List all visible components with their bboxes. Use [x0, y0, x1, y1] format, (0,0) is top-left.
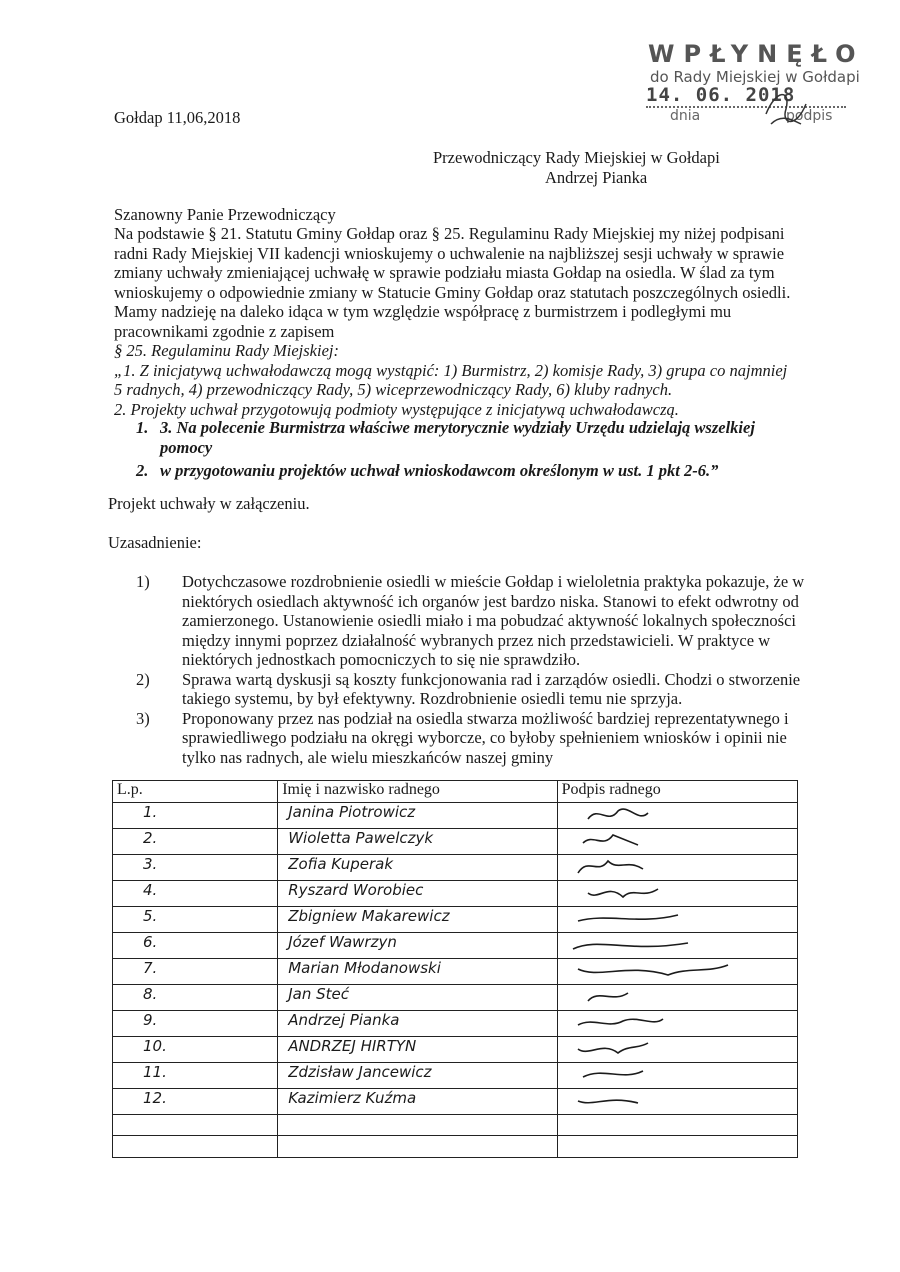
quote-line: 2. Projekty uchwał przygotowują podmioty występujące z inicjatywą uchwałodawczą. — [114, 399, 679, 419]
name-handwritten: Ryszard Worobiec — [288, 880, 424, 899]
row-name — [278, 1136, 557, 1158]
row-lp — [113, 932, 278, 958]
item-line: Proponowany przez nas podział na osiedla stwarza możliwość bardziej reprezentatywnego i — [182, 708, 789, 728]
paragraph-line: Na podstawie § 21. Statutu Gminy Gołdap oraz § 25. Regulaminu Rady Miejskiej my niżej podpisani — [114, 224, 785, 243]
stamp-date: 14. 06. 2018 — [646, 84, 796, 106]
row-signature — [557, 1010, 797, 1036]
bold-item-text: w przygotowaniu projektów uchwał wnioskodawcom określonym w ust. 1 pkt 2-6.” — [160, 461, 719, 480]
name-handwritten: Józef Wawrzyn — [288, 932, 397, 951]
row-signature — [557, 932, 797, 958]
table-row — [113, 1036, 798, 1062]
signature-scribble — [558, 959, 788, 979]
table-row — [113, 1114, 798, 1136]
row-lp — [113, 958, 278, 984]
stamp-office: do Rady Miejskiej w Gołdapi — [650, 68, 860, 86]
row-signature — [557, 854, 797, 880]
row-signature — [557, 1088, 797, 1114]
table-row — [113, 802, 798, 828]
table-row — [113, 1136, 798, 1158]
name-handwritten: Zofia Kuperak — [288, 854, 394, 873]
row-name — [278, 906, 557, 932]
name-handwritten: Janina Piotrowicz — [288, 802, 416, 821]
row-name — [278, 1062, 557, 1088]
signature-table — [112, 780, 798, 1158]
row-name — [278, 984, 557, 1010]
signature-scribble — [558, 1011, 788, 1031]
row-signature — [557, 1036, 797, 1062]
row-signature — [557, 1062, 797, 1088]
row-signature — [557, 958, 797, 984]
justification-item — [136, 572, 836, 670]
signature-scribble — [558, 1063, 788, 1083]
item-number: 2) — [136, 669, 150, 689]
row-signature — [557, 880, 797, 906]
bold-item-number: 2. — [136, 461, 149, 480]
lp-handwritten: 10. — [143, 1036, 167, 1055]
table-row — [113, 828, 798, 854]
quote-line: 5 radnych, 4) przewodniczący Rady, 5) wiceprzewodniczący Rady, 6) kluby radnych. — [114, 380, 673, 399]
table-row — [113, 1062, 798, 1088]
lp-handwritten — [113, 1136, 143, 1154]
bold-item-text-cont: pomocy — [160, 437, 213, 457]
name-handwritten: Zdzisław Jancewicz — [288, 1062, 432, 1081]
lp-handwritten: 5. — [143, 906, 158, 925]
header-lp: L.p. — [113, 781, 278, 803]
place-date: Gołdap 11,06,2018 — [114, 108, 241, 127]
lp-handwritten: 12. — [143, 1088, 167, 1107]
row-name — [278, 932, 557, 958]
name-handwritten: Andrzej Pianka — [288, 1010, 400, 1029]
row-name — [278, 1036, 557, 1062]
request-paragraph — [114, 224, 814, 419]
stamp-dnia-label: dnia — [670, 108, 701, 124]
quote-line: „1. Z inicjatywą uchwałodawczą mogą wystąpić: 1) Burmistrz, 2) komisje Rady, 3) grupa co najmniej — [114, 360, 788, 380]
name-handwritten: Wioletta Pawelczyk — [288, 828, 434, 847]
row-name — [278, 1088, 557, 1114]
lp-handwritten: 2. — [143, 828, 158, 847]
bold-item — [114, 461, 755, 481]
paragraph-line: Mamy nadzieję na daleko idąca w tym względzie współpracę z burmistrzem i podległymi mu — [114, 302, 732, 321]
bold-quote-list — [114, 418, 755, 481]
received-stamp — [628, 40, 865, 140]
row-lp — [113, 802, 278, 828]
stamp-podpis-label: podpis — [786, 108, 833, 124]
table-row — [113, 1010, 798, 1036]
row-name — [278, 958, 557, 984]
table-header-row — [113, 781, 798, 803]
row-signature — [557, 1136, 797, 1158]
name-handwritten: Zbigniew Makarewicz — [288, 906, 450, 925]
row-lp — [113, 854, 278, 880]
paragraph-line: pracownikami zgodnie z zapisem — [114, 321, 335, 341]
justification-list — [136, 572, 836, 767]
signature-scribble — [558, 1037, 788, 1057]
lp-handwritten — [113, 1115, 143, 1133]
table-row — [113, 932, 798, 958]
lp-handwritten: 8. — [143, 984, 158, 1003]
row-signature — [557, 984, 797, 1010]
paragraph-line: radni Rady Miejskiej VII kadencji wnioskujemy o uchwalenie na najbliższej sesji uchwały w sprawie — [114, 243, 785, 263]
row-lp — [113, 828, 278, 854]
signature-scribble — [558, 907, 788, 927]
row-name — [278, 880, 557, 906]
lp-handwritten: 3. — [143, 854, 158, 873]
bold-item — [114, 418, 755, 457]
paragraph-line: zmiany uchwały zmieniającej uchwałę w sprawie podziału miasta Gołdap na osiedla. W ślad za tym — [114, 263, 775, 282]
name-handwritten: ANDRZEJ HIRTYN — [288, 1036, 417, 1055]
signature-scribble — [558, 1089, 788, 1109]
paragraph-line: wnioskujemy o odpowiednie zmiany w Statucie Gminy Gołdap oraz statutach poszczególnych osiedli. — [114, 282, 791, 302]
bold-item-number: 1. — [136, 418, 149, 437]
signature-scribble — [558, 881, 788, 901]
lp-handwritten: 7. — [143, 958, 158, 977]
lp-handwritten: 6. — [143, 932, 158, 951]
item-line: niektórych jednostkach pomocniczych to się nie sprawdziło. — [182, 650, 581, 669]
row-signature — [557, 1114, 797, 1136]
name-handwritten — [278, 1115, 288, 1133]
quote-line: § 25. Regulaminu Rady Miejskiej: — [114, 341, 339, 360]
name-handwritten: Kazimierz Kuźma — [288, 1088, 417, 1107]
row-lp — [113, 1114, 278, 1136]
row-name — [278, 854, 557, 880]
row-lp — [113, 1088, 278, 1114]
signature-scribble — [558, 855, 788, 875]
lp-handwritten: 9. — [143, 1010, 158, 1029]
row-lp — [113, 1062, 278, 1088]
row-lp — [113, 984, 278, 1010]
name-handwritten: Marian Młodanowski — [288, 958, 441, 977]
row-signature — [557, 906, 797, 932]
signature-scribble — [558, 985, 788, 1005]
item-line: zamierzonego. Ustanowienie osiedli miało i ma pobudzać aktywność lokalnych społeczności — [182, 611, 796, 630]
row-signature — [557, 828, 797, 854]
header-name: Imię i nazwisko radnego — [278, 781, 557, 803]
item-number: 1) — [136, 572, 150, 591]
signature-scribble — [558, 933, 788, 953]
row-name — [278, 828, 557, 854]
item-line: Sprawa wartą dyskusji są koszty funkcjonowania rad i zarządów osiedli. Chodzi o stworzenie — [182, 669, 801, 689]
table-row — [113, 1088, 798, 1114]
header-signature: Podpis radnego — [557, 781, 797, 803]
item-line: Dotychczasowe rozdrobnienie osiedli w mieście Gołdap i wieloletnia praktyka pokazuje, że w — [182, 572, 805, 591]
name-handwritten: Jan Steć — [288, 984, 349, 1003]
row-lp — [113, 906, 278, 932]
lp-handwritten: 4. — [143, 880, 158, 899]
row-name — [278, 1114, 557, 1136]
table-row — [113, 854, 798, 880]
justification-heading: Uzasadnienie: — [108, 533, 202, 552]
row-lp — [113, 880, 278, 906]
greeting: Szanowny Panie Przewodniczący — [114, 205, 336, 224]
item-line: sprawiedliwego podziału na okręgi wyborcze, co byłoby spełnieniem wniosków i opinii nie — [182, 728, 787, 747]
row-signature — [557, 802, 797, 828]
row-lp — [113, 1010, 278, 1036]
lp-handwritten: 11. — [143, 1062, 167, 1081]
signature-scribble — [558, 829, 788, 849]
item-number: 3) — [136, 708, 150, 728]
bold-item-text: 3. Na polecenie Burmistrza właściwe merytorycznie wydziały Urzędu udzielają wszelkiej — [160, 418, 755, 437]
row-lp — [113, 1036, 278, 1062]
recipient-line-1: Przewodniczący Rady Miejskiej w Gołdapi — [433, 148, 720, 167]
table-row — [113, 984, 798, 1010]
table-row — [113, 906, 798, 932]
row-name — [278, 802, 557, 828]
name-handwritten — [278, 1136, 288, 1154]
item-line: takiego systemu, by był efektywny. Rozdrobnienie osiedli temu nie sprzyja. — [182, 689, 683, 708]
item-line: niektórych osiedlach aktywność ich organów jest bardzo niska. Stanowi to efekt odwrotny od — [182, 591, 799, 611]
project-note: Projekt uchwały w załączeniu. — [108, 494, 310, 513]
item-line: tylko nas radnych, ale wielu mieszkańców naszej gminy — [182, 747, 554, 767]
justification-item — [136, 670, 836, 709]
item-line: między innymi poprzez działalność wybranych przez nich przedstawicieli. W praktyce w — [182, 630, 771, 650]
signature-scribble — [558, 803, 788, 823]
table-row — [113, 880, 798, 906]
row-name — [278, 1010, 557, 1036]
justification-item — [136, 709, 836, 768]
row-lp — [113, 1136, 278, 1158]
stamp-signature — [756, 84, 816, 134]
lp-handwritten: 1. — [143, 802, 158, 821]
table-row — [113, 958, 798, 984]
recipient-line-2: Andrzej Pianka — [545, 168, 648, 187]
stamp-title: WPŁYNĘŁO — [648, 40, 865, 68]
